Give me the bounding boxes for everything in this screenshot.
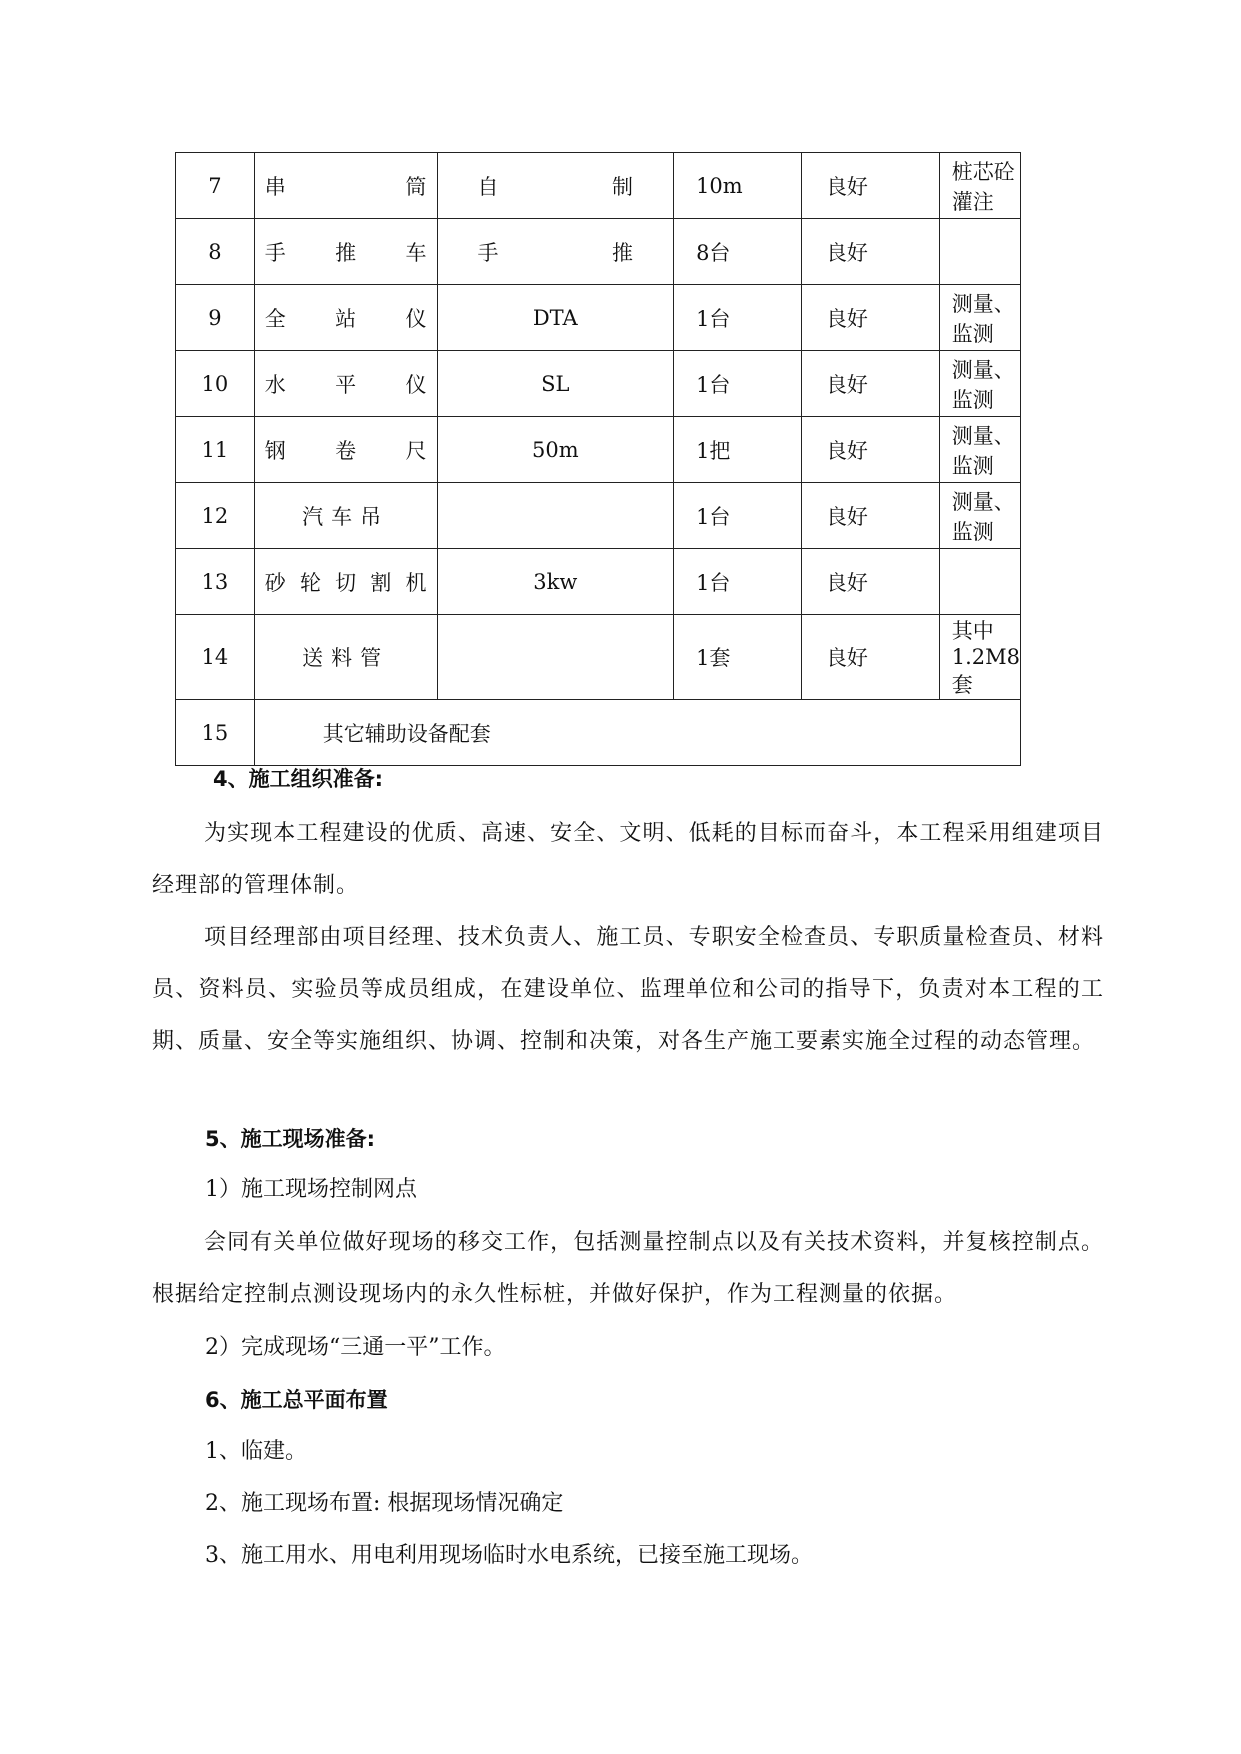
row-number: 11 <box>176 417 255 483</box>
equipment-note: 测量、监测 <box>939 351 1020 417</box>
section-5-heading: 5、施工现场准备: <box>205 1127 376 1151</box>
section-5-item-2: 2）完成现场“三通一平”工作。 <box>205 1335 506 1360</box>
section-5-item-1: 1）施工现场控制网点 <box>205 1177 417 1202</box>
table-row <box>176 351 1021 417</box>
table-row <box>176 483 1021 549</box>
equipment-model: 自制 <box>437 153 674 219</box>
section-4-paragraph-2: 项目经理部由项目经理、技术负责人、施工员、专职安全检查员、专职质量检查员、材料员、资料员、实验员等成员组成，在建设单位、监理单位和公司的指导下，负责对本工程的工期、质量、安全等实施组织、协调、控制和决策，对各生产施工要素实施全过程的动态管理。 <box>152 925 1104 1054</box>
table-row <box>176 700 1021 766</box>
row-number: 15 <box>176 700 255 766</box>
equipment-model: DTA <box>437 285 674 351</box>
equipment-quantity: 1台 <box>674 483 802 549</box>
other-equipment-cell: 其它辅助设备配套 <box>254 700 1020 766</box>
row-number: 12 <box>176 483 255 549</box>
equipment-note: 测量、监测 <box>939 483 1020 549</box>
equipment-table <box>175 152 1021 766</box>
equipment-quantity: 10m <box>674 153 802 219</box>
row-number: 14 <box>176 615 255 700</box>
equipment-quantity: 1把 <box>674 417 802 483</box>
equipment-quantity: 8台 <box>674 219 802 285</box>
equipment-note: 测量、监测 <box>939 285 1020 351</box>
equipment-quantity: 1台 <box>674 351 802 417</box>
equipment-condition: 良好 <box>801 549 939 615</box>
table-row <box>176 285 1021 351</box>
equipment-condition: 良好 <box>801 351 939 417</box>
equipment-note <box>939 219 1020 285</box>
table-row <box>176 615 1021 700</box>
equipment-condition: 良好 <box>801 483 939 549</box>
equipment-model <box>437 483 674 549</box>
equipment-model: 3kw <box>437 549 674 615</box>
section-4-heading: 4、施工组织准备: <box>213 767 384 791</box>
equipment-name: 串筒 <box>254 153 437 219</box>
equipment-name: 全站仪 <box>254 285 437 351</box>
table-row <box>176 153 1021 219</box>
equipment-condition: 良好 <box>801 219 939 285</box>
section-6-item-2: 2、施工现场布置: 根据现场情况确定 <box>205 1491 564 1516</box>
section-6-item-3: 3、施工用水、用电利用现场临时水电系统，已接至施工现场。 <box>205 1543 813 1568</box>
equipment-model: 手推 <box>437 219 674 285</box>
table-row <box>176 549 1021 615</box>
table-row <box>176 417 1021 483</box>
equipment-quantity: 1台 <box>674 285 802 351</box>
equipment-name: 砂轮切割机 <box>254 549 437 615</box>
equipment-model <box>437 615 674 700</box>
equipment-note: 测量、监测 <box>939 417 1020 483</box>
equipment-name: 送料管 <box>254 615 437 700</box>
equipment-quantity: 1套 <box>674 615 802 700</box>
equipment-model: 50m <box>437 417 674 483</box>
equipment-name: 汽车吊 <box>254 483 437 549</box>
equipment-name: 手推车 <box>254 219 437 285</box>
equipment-quantity: 1台 <box>674 549 802 615</box>
equipment-name: 钢卷尺 <box>254 417 437 483</box>
section-6-item-1: 1、临建。 <box>205 1439 307 1464</box>
row-number: 8 <box>176 219 255 285</box>
equipment-note <box>939 549 1020 615</box>
row-number: 10 <box>176 351 255 417</box>
equipment-condition: 良好 <box>801 153 939 219</box>
equipment-condition: 良好 <box>801 615 939 700</box>
row-number: 13 <box>176 549 255 615</box>
section-6-heading: 6、施工总平面布置 <box>205 1388 388 1412</box>
row-number: 7 <box>176 153 255 219</box>
equipment-note: 其中 1.2M8 套 <box>939 615 1020 700</box>
equipment-note: 桩芯砼灌注 <box>939 153 1020 219</box>
section-5-paragraph-1: 会同有关单位做好现场的移交工作，包括测量控制点以及有关技术资料，并复核控制点。根据给定控制点测设现场内的永久性标桩，并做好保护，作为工程测量的依据。 <box>152 1230 1104 1307</box>
section-4-paragraph-1: 为实现本工程建设的优质、高速、安全、文明、低耗的目标而奋斗，本工程采用组建项目经理部的管理体制。 <box>152 821 1104 898</box>
table-row <box>176 219 1021 285</box>
row-number: 9 <box>176 285 255 351</box>
equipment-model: SL <box>437 351 674 417</box>
equipment-condition: 良好 <box>801 417 939 483</box>
equipment-condition: 良好 <box>801 285 939 351</box>
equipment-name: 水平仪 <box>254 351 437 417</box>
